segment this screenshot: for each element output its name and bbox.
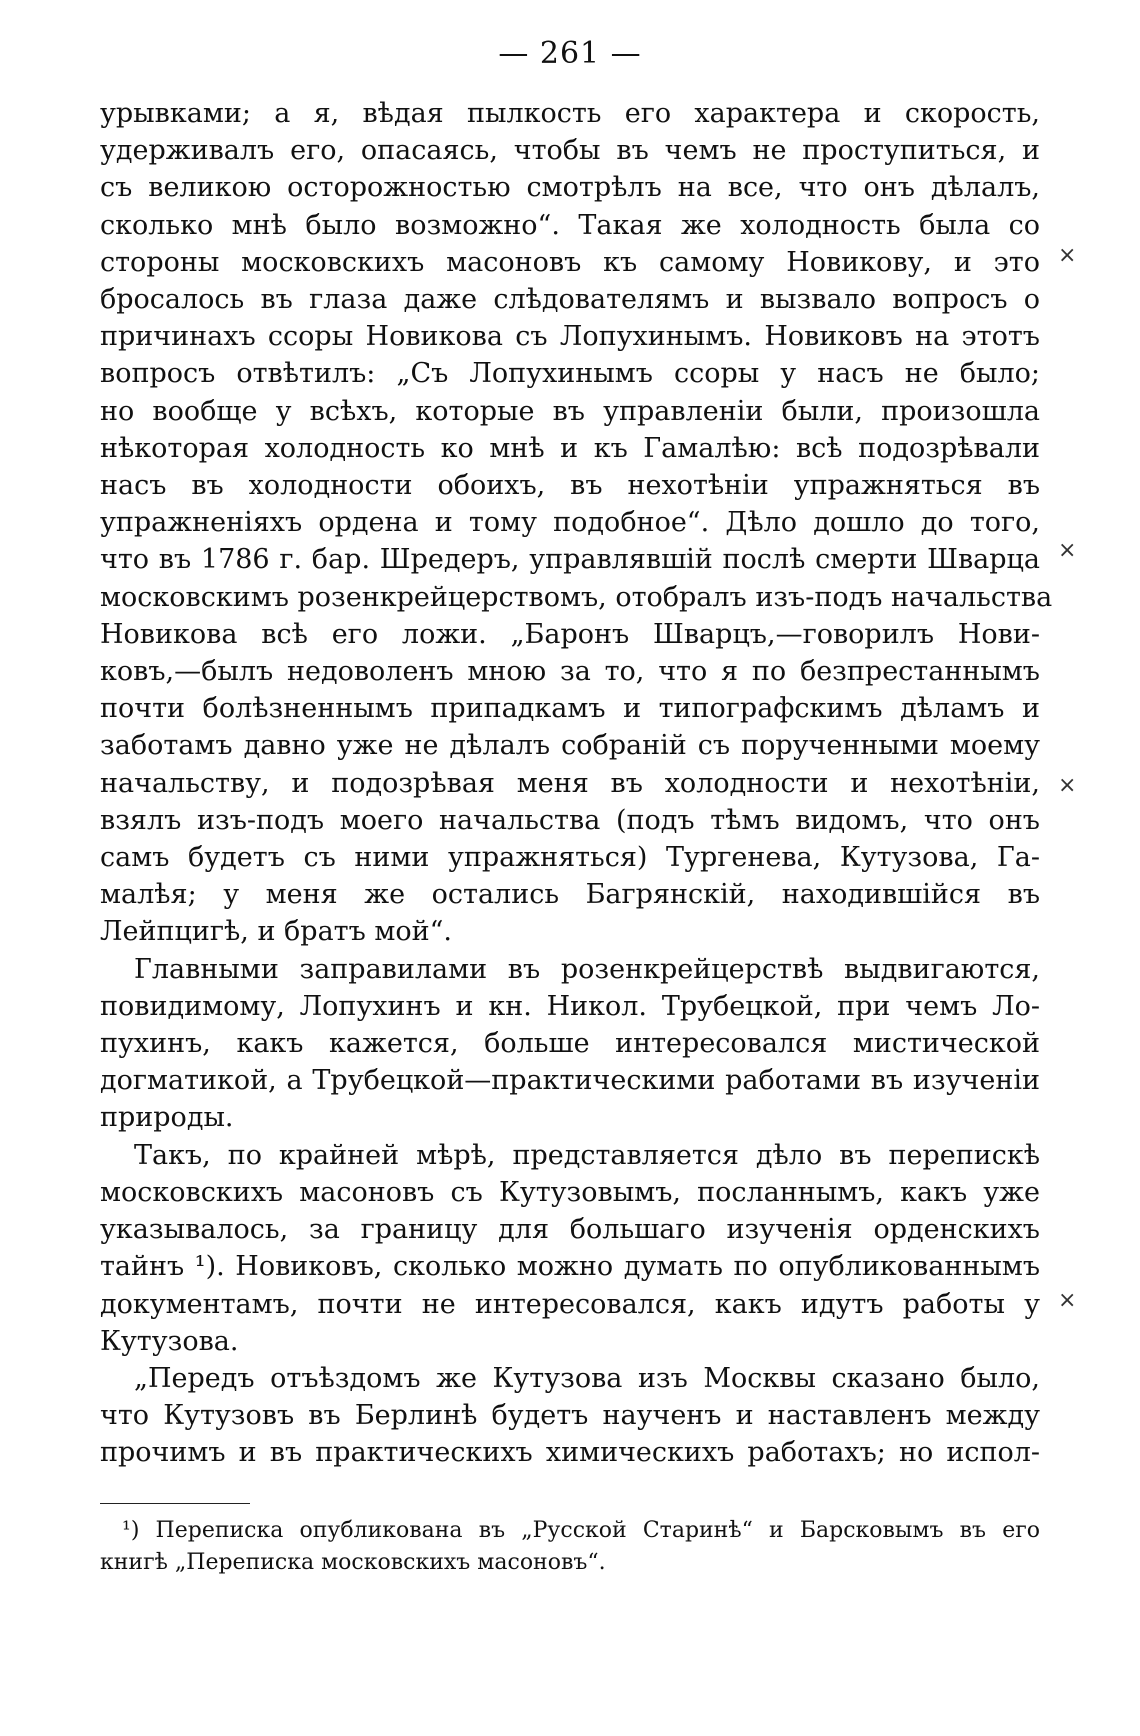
- text-line: бросалось въ глаза даже слѣдователямъ и вызвало вопросъ о: [100, 284, 1040, 316]
- text-line: природы.: [100, 1102, 234, 1134]
- text-line: московскимъ розенкрейцерствомъ, отобралъ изъ-подъ начальства: [100, 581, 1053, 613]
- footnote: [100, 1515, 1040, 1579]
- text-line: указывалось, за границу для большаго изученія орденскихъ: [100, 1214, 1040, 1246]
- text-line: начальству, и подозрѣвая меня въ холодности и нехотѣніи,: [100, 767, 1040, 799]
- footnote-divider: [100, 1503, 250, 1504]
- text-line: но вообще у всѣхъ, которые въ управленіи были, произошла: [100, 395, 1040, 427]
- text-line: стороны московскихъ масоновъ къ самому Новикову, и это: [100, 246, 1040, 278]
- text-line: „Передъ отъѣздомъ же Кутузова изъ Москвы сказано было,: [134, 1362, 1040, 1394]
- text-line: прочимъ и въ практическихъ химическихъ работахъ; но испол-: [100, 1437, 1040, 1469]
- paragraph-4: [100, 1360, 1040, 1472]
- margin-mark: ×: [1058, 243, 1077, 268]
- text-line: почти болѣзненнымъ припадкамъ и типографскимъ дѣламъ и: [100, 693, 1040, 725]
- text-line: съ великою осторожностью смотрѣлъ на все, что онъ дѣлалъ,: [100, 172, 1040, 204]
- text-line: самъ будетъ съ ними упражняться) Тургенева, Кутузова, Га-: [100, 842, 1040, 874]
- margin-mark: ×: [1058, 773, 1077, 798]
- footnote-line: книгѣ „Переписка московскихъ масоновъ“.: [100, 1550, 606, 1575]
- text-line: заботамъ давно уже не дѣлалъ собраній съ порученными моему: [100, 730, 1040, 762]
- text-line: урывками; а я, вѣдая пылкость его характера и скорость,: [100, 98, 1040, 129]
- text-line: насъ въ холодности обоихъ, въ нехотѣніи упражняться въ: [100, 470, 1040, 502]
- page-number: — 261 —: [498, 36, 642, 71]
- text-line: вопросъ отвѣтилъ: „Съ Лопухинымъ ссоры у насъ не было;: [100, 358, 1040, 390]
- text-line: повидимому, Лопухинъ и кн. Никол. Трубецкой, при чемъ Ло-: [100, 990, 1040, 1022]
- text-line: сколько мнѣ было возможно“. Такая же холодность была со: [100, 209, 1040, 241]
- text-line: догматикой, а Трубецкой—практическими работами въ изученіи: [100, 1065, 1040, 1097]
- paragraph-2: [100, 951, 1040, 1137]
- text-line: удерживалъ его, опасаясь, чтобы въ чемъ не проступиться, и: [100, 135, 1040, 167]
- text-line: московскихъ масоновъ съ Кутузовымъ, посланнымъ, какъ уже: [100, 1176, 1040, 1208]
- text-line: что въ 1786 г. бар. Шредеръ, управлявшій послѣ смерти Шварца: [100, 544, 1040, 576]
- text-line: малѣя; у меня же остались Багрянскій, находившійся въ: [100, 879, 1040, 911]
- paragraph-3: [100, 1137, 1040, 1360]
- footnote-line: ¹) Переписка опубликована въ „Русской Старинѣ“ и Барсковымъ въ его: [122, 1518, 1040, 1543]
- text-line: пухинъ, какъ кажется, больше интересовался мистической: [100, 1028, 1040, 1060]
- paragraph-1: [100, 95, 1053, 951]
- margin-mark: ×: [1058, 538, 1077, 563]
- text-line: Главными заправилами въ розенкрейцерствѣ выдвигаются,: [134, 953, 1040, 985]
- text-line: что Кутузовъ въ Берлинѣ будетъ наученъ и наставленъ между: [100, 1400, 1040, 1432]
- margin-mark: ×: [1058, 1288, 1077, 1313]
- text-line: Кутузова.: [100, 1325, 239, 1357]
- text-line: взялъ изъ-подъ моего начальства (подъ тѣмъ видомъ, что онъ: [100, 804, 1040, 836]
- text-line: тайнъ ¹). Новиковъ, сколько можно думать по опубликованнымъ: [100, 1251, 1040, 1283]
- main-text: [100, 95, 1053, 1472]
- text-line: нѣкоторая холодность ко мнѣ и къ Гамалѣю: всѣ подозрѣвали: [100, 432, 1040, 464]
- text-line: упражненіяхъ ордена и тому подобное“. Дѣло дошло до того,: [100, 507, 1040, 539]
- text-line: Лейпцигѣ, и братъ мой“.: [100, 916, 453, 948]
- text-line: Новикова всѣ его ложи. „Баронъ Шварцъ,—говорилъ Нови-: [100, 618, 1040, 650]
- text-line: документамъ, почти не интересовался, какъ идутъ работы у: [100, 1288, 1040, 1320]
- text-line: ковъ,—былъ недоволенъ мною за то, что я по безпрестаннымъ: [100, 656, 1040, 688]
- text-line: Такъ, по крайней мѣрѣ, представляется дѣло въ перепискѣ: [134, 1139, 1040, 1171]
- text-line: причинахъ ссоры Новикова съ Лопухинымъ. Новиковъ на этотъ: [100, 321, 1040, 353]
